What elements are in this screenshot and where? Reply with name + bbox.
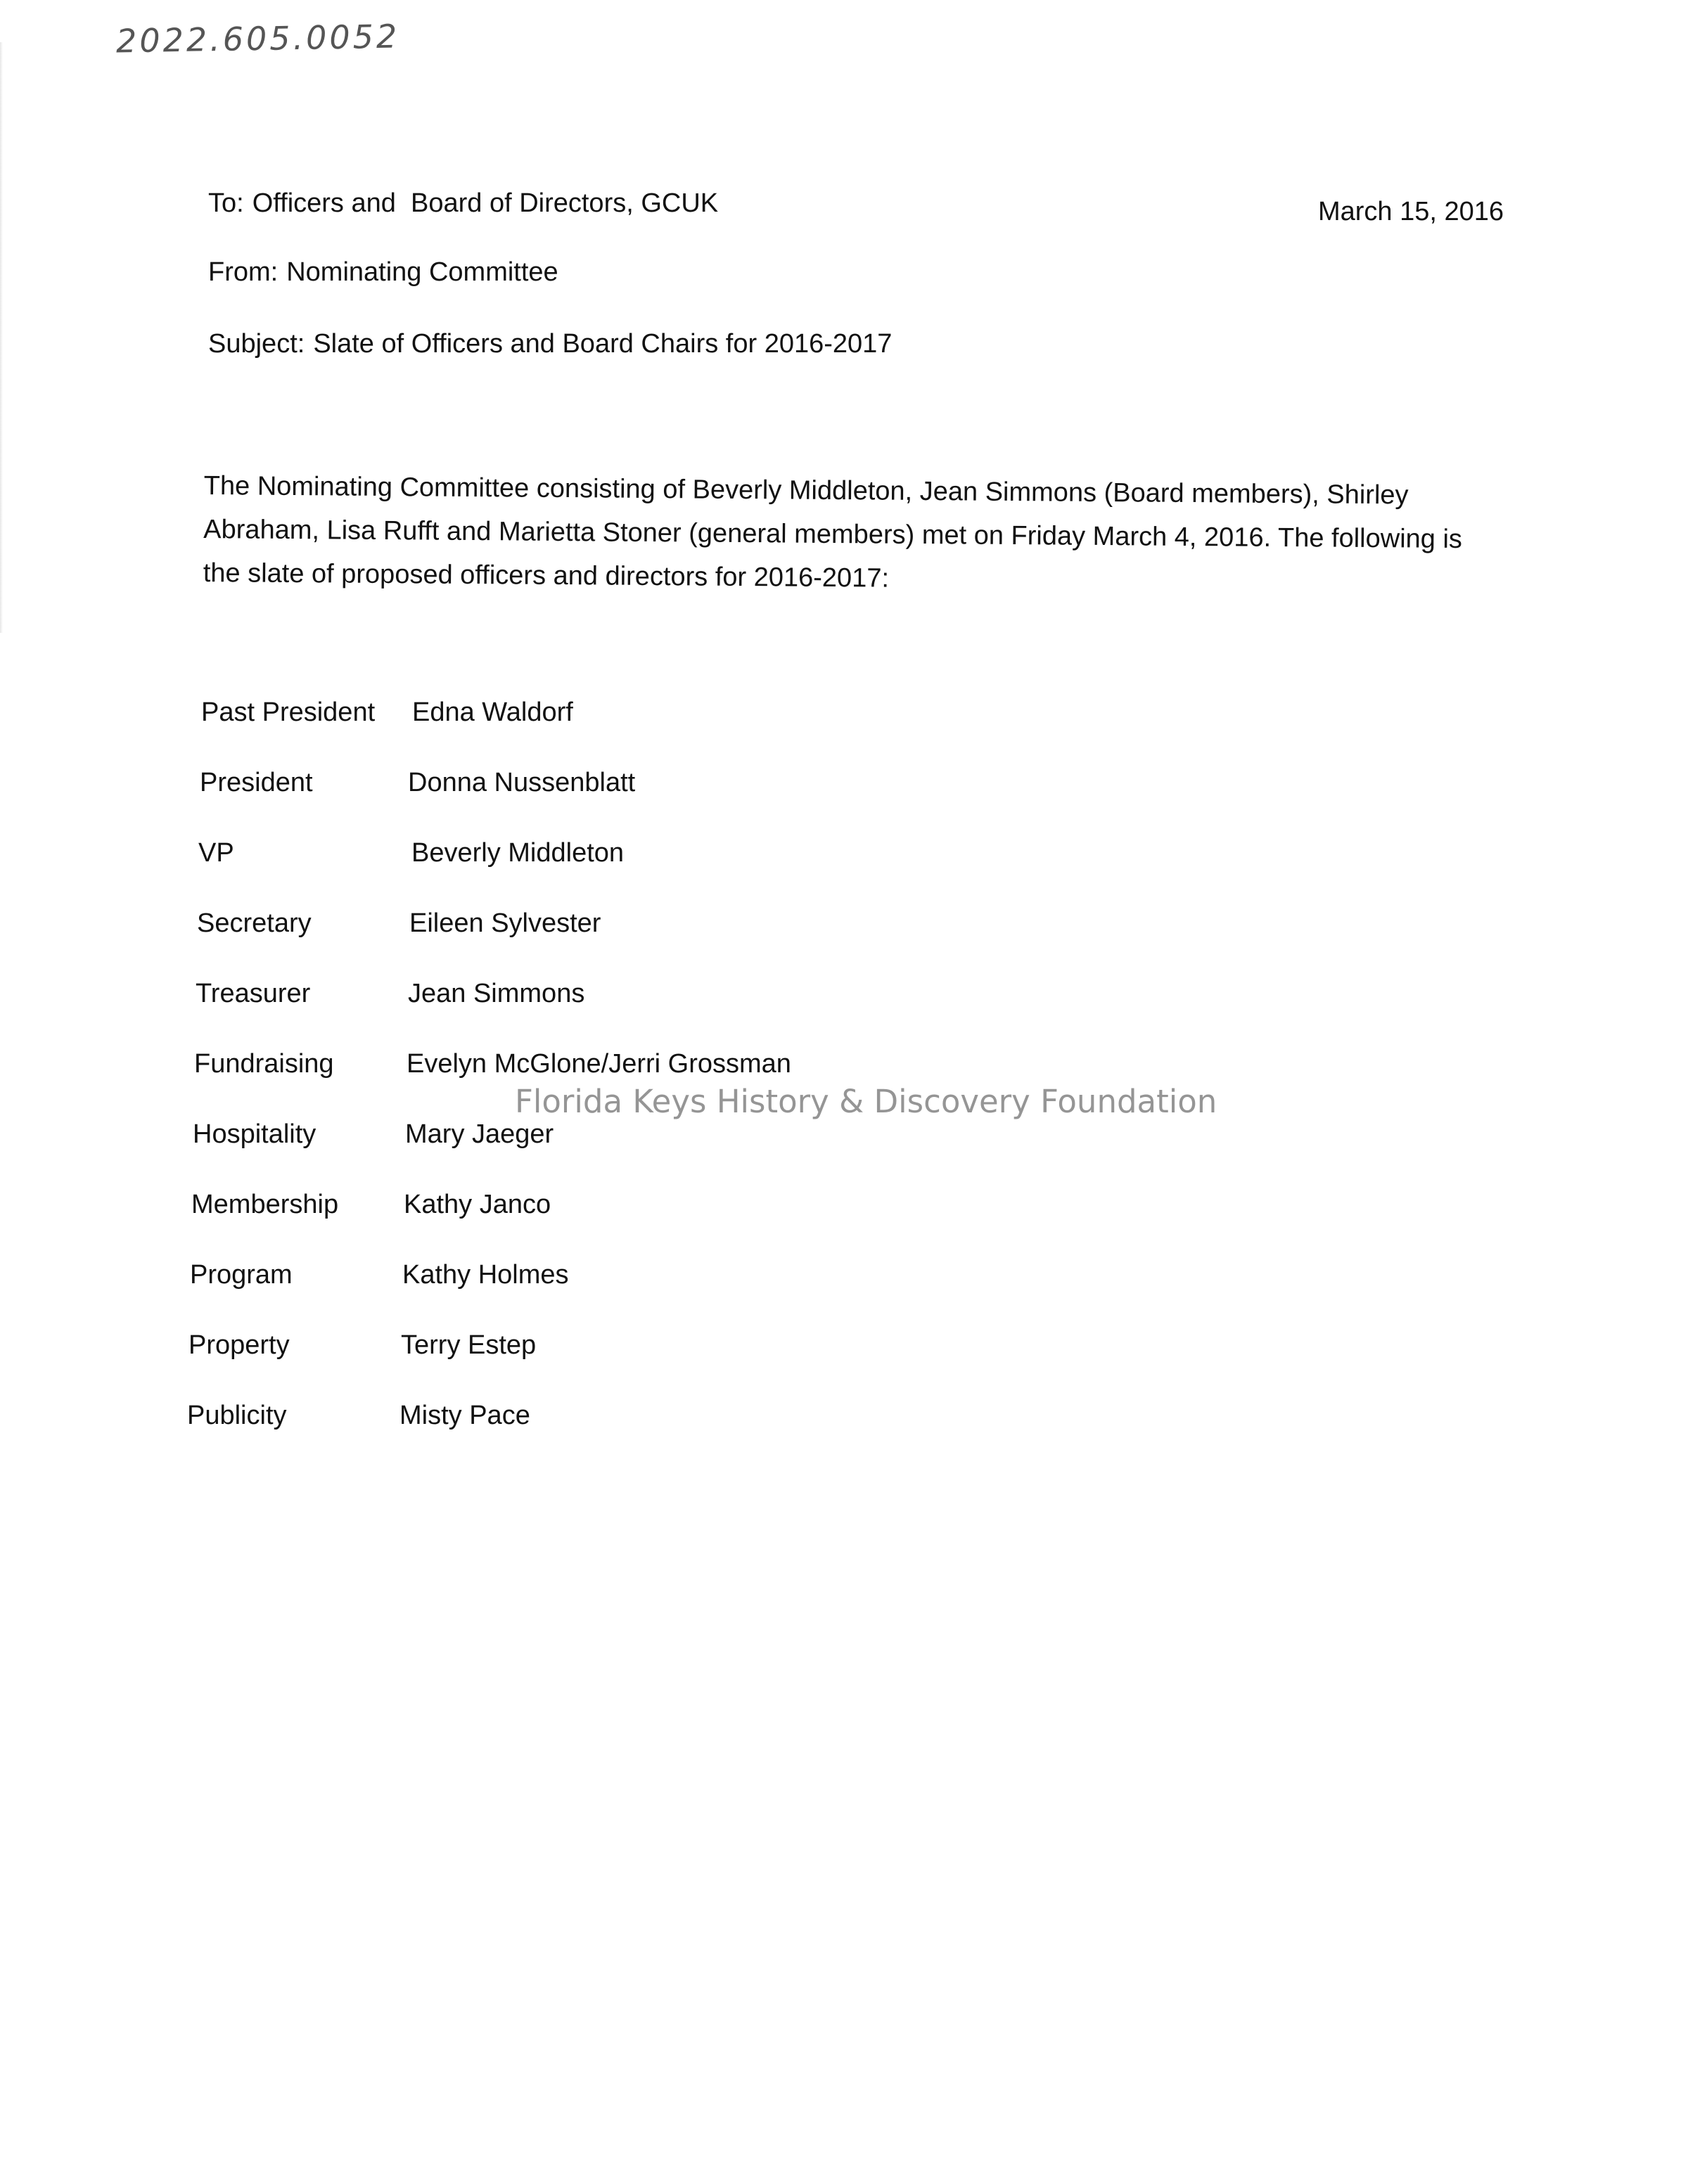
from-label: From:	[208, 257, 279, 287]
subject-value: Slate of Officers and Board Chairs for 2016-2017	[313, 329, 893, 359]
accession-number: 2022.605.0052	[115, 17, 400, 60]
slate-name: Beverly Middleton	[411, 838, 625, 868]
to-value: Officers and Board of Directors, GCUK	[252, 188, 719, 218]
slate-name: Jean Simmons	[408, 979, 585, 1008]
slate-title: Publicity	[187, 1401, 287, 1430]
slate-title: Property	[188, 1330, 290, 1360]
slate-title: Fundraising	[194, 1049, 334, 1079]
slate-name: Kathy Janco	[404, 1190, 551, 1219]
to-label: To:	[208, 188, 244, 218]
body-paragraph: The Nominating Committee consisting of Beverly Middleton, Jean Simmons (Board members), Shirley Abraham, Lisa Rufft and Marietta Stoner (general members) met on Friday March 4, 2016. The following is the slate of proposed officers and directors for 2016-2017:	[203, 470, 1463, 593]
from-value: Nominating Committee	[286, 257, 558, 287]
slate-title: VP	[198, 838, 234, 868]
slate-title: Hospitality	[193, 1119, 316, 1149]
slate-name: Donna Nussenblatt	[408, 768, 636, 797]
slate-name: Edna Waldorf	[412, 698, 573, 727]
slate-name: Misty Pace	[399, 1401, 530, 1430]
subject-label: Subject:	[208, 329, 305, 359]
slate-title: Secretary	[197, 908, 312, 938]
slate-name: Terry Estep	[401, 1330, 537, 1360]
slate-title: Treasurer	[196, 979, 311, 1008]
slate-title: President	[200, 768, 313, 797]
watermark: Florida Keys History & Discovery Foundation	[515, 1083, 1217, 1120]
slate-name: Kathy Holmes	[402, 1260, 569, 1290]
slate-name: Evelyn McGlone/Jerri Grossman	[407, 1049, 791, 1079]
slate-title: Membership	[191, 1190, 339, 1219]
memo-date: March 15, 2016	[1317, 197, 1504, 226]
slate-name: Eileen Sylvester	[409, 908, 601, 938]
slate-title: Past President	[201, 698, 376, 727]
slate-title: Program	[190, 1260, 293, 1290]
slate-name: Mary Jaeger	[405, 1119, 554, 1149]
